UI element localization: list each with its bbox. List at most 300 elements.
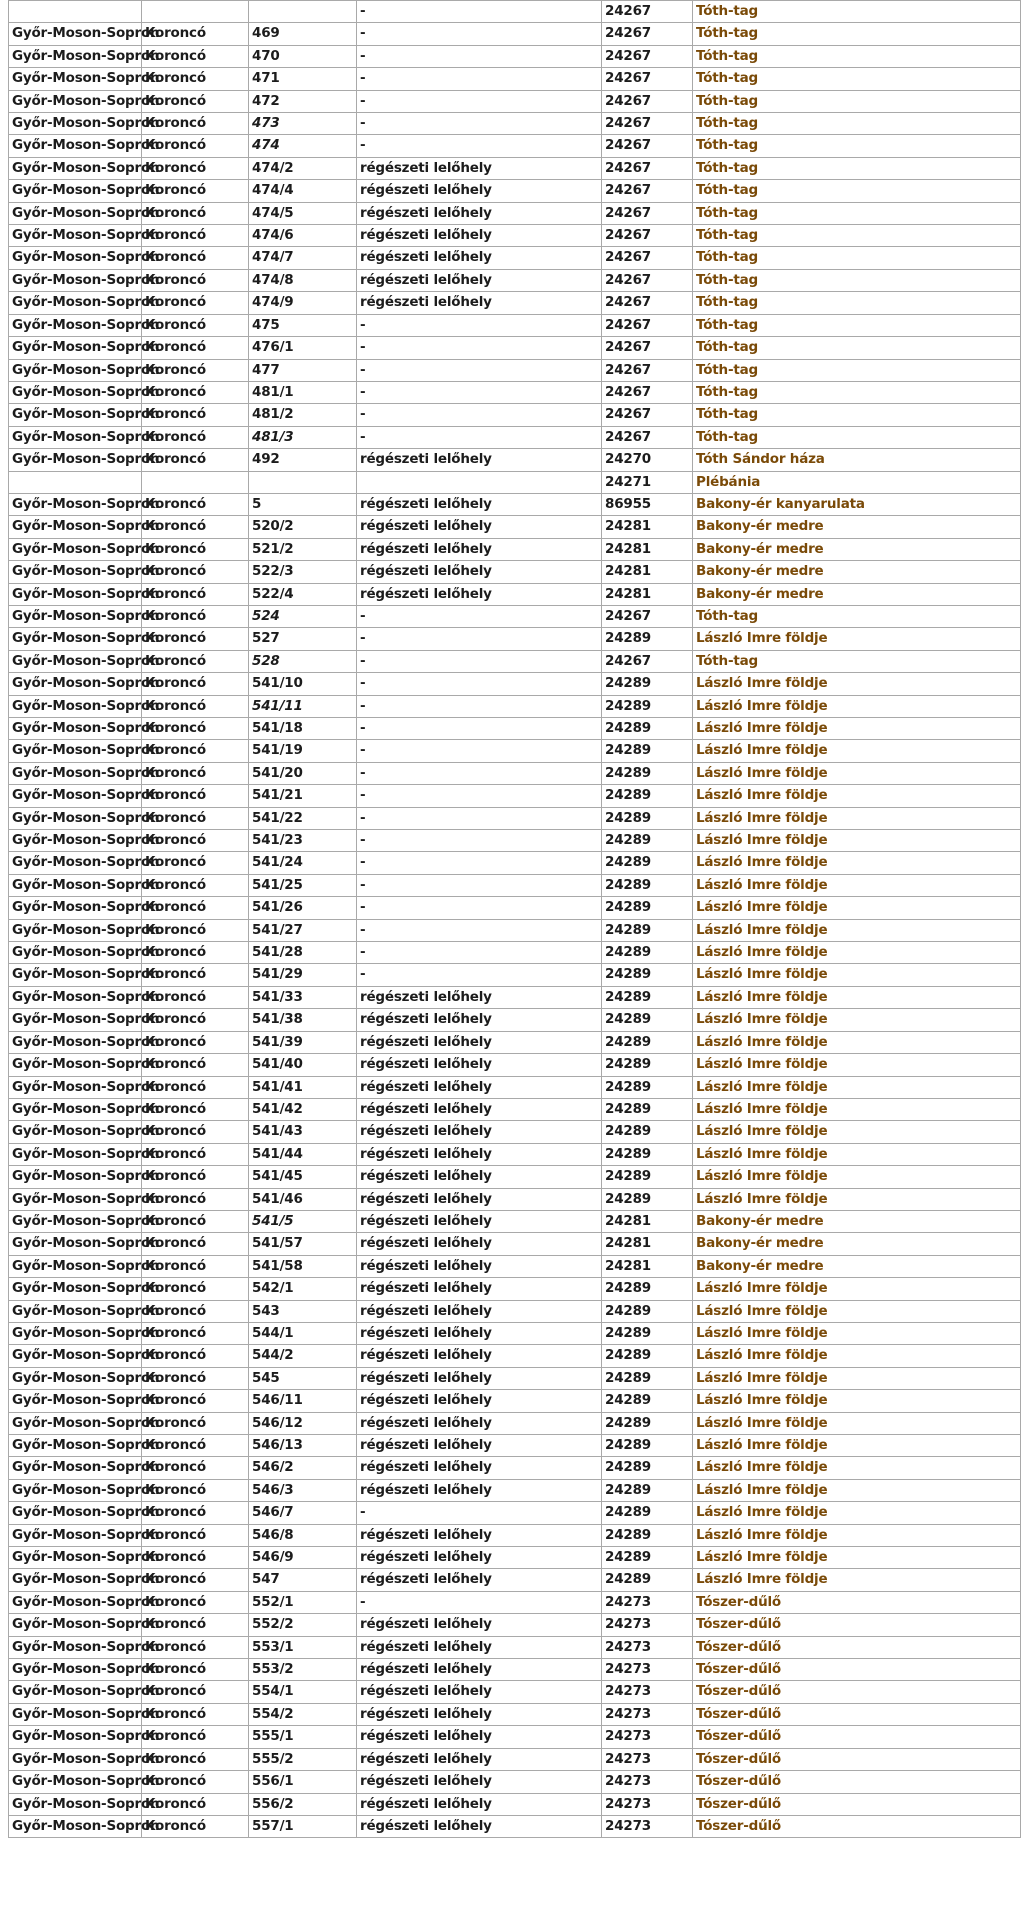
site-id-cell: 24289 (602, 1345, 693, 1367)
table-row (9, 359, 1021, 381)
county-cell: Győr-Moson-Sopron (9, 1703, 142, 1725)
site-name-cell: Tóth-tag (693, 68, 1021, 90)
table-row (9, 1502, 1021, 1524)
settlement-cell: Koroncó (142, 1390, 249, 1412)
county-cell: Győr-Moson-Sopron (9, 1636, 142, 1658)
site-name-cell: Tóth-tag (693, 45, 1021, 67)
site-id-cell: 24273 (602, 1636, 693, 1658)
protection-type-cell: régészeti lelőhely (357, 1524, 602, 1546)
site-id-cell: 24267 (602, 225, 693, 247)
settlement-cell: Koroncó (142, 1569, 249, 1591)
settlement-cell: Koroncó (142, 605, 249, 627)
settlement-cell: Koroncó (142, 1435, 249, 1457)
site-id-cell: 24289 (602, 785, 693, 807)
county-cell: Győr-Moson-Sopron (9, 561, 142, 583)
table-row (9, 225, 1021, 247)
table-row (9, 1815, 1021, 1837)
settlement-cell: Koroncó (142, 157, 249, 179)
table-row (9, 762, 1021, 784)
county-cell: Győr-Moson-Sopron (9, 1502, 142, 1524)
site-name-cell: Plébánia (693, 471, 1021, 493)
settlement-cell (142, 471, 249, 493)
site-name-cell: László Imre földje (693, 1412, 1021, 1434)
table-row (9, 1322, 1021, 1344)
parcel-number-cell: 542/1 (249, 1278, 357, 1300)
site-id-cell: 24289 (602, 1547, 693, 1569)
parcel-number-cell: 474/4 (249, 180, 357, 202)
county-cell: Győr-Moson-Sopron (9, 1569, 142, 1591)
site-name-cell: Tószer-dűlő (693, 1591, 1021, 1613)
table-row (9, 1143, 1021, 1165)
table-row (9, 45, 1021, 67)
site-name-cell: Tóth-tag (693, 404, 1021, 426)
site-id-cell: 24289 (602, 919, 693, 941)
protection-type-cell: régészeti lelőhely (357, 561, 602, 583)
site-id-cell: 24273 (602, 1815, 693, 1837)
settlement-cell: Koroncó (142, 1255, 249, 1277)
parcel-number-cell: 541/19 (249, 740, 357, 762)
protection-type-cell: - (357, 740, 602, 762)
table-row (9, 1166, 1021, 1188)
site-id-cell: 24273 (602, 1771, 693, 1793)
county-cell: Győr-Moson-Sopron (9, 359, 142, 381)
county-cell (9, 1, 142, 23)
settlement-cell (142, 1, 249, 23)
parcel-number-cell: 541/41 (249, 1076, 357, 1098)
protection-type-cell: régészeti lelőhely (357, 1121, 602, 1143)
protection-type-cell: - (357, 874, 602, 896)
protection-type-cell: régészeti lelőhely (357, 516, 602, 538)
site-name-cell: Tóth-tag (693, 90, 1021, 112)
county-cell: Győr-Moson-Sopron (9, 650, 142, 672)
table-row (9, 673, 1021, 695)
settlement-cell: Koroncó (142, 1412, 249, 1434)
county-cell: Győr-Moson-Sopron (9, 874, 142, 896)
county-cell: Győr-Moson-Sopron (9, 1659, 142, 1681)
protection-type-cell: régészeti lelőhely (357, 1031, 602, 1053)
protection-type-cell: - (357, 718, 602, 740)
parcel-number-cell: 5 (249, 493, 357, 515)
table-row (9, 1390, 1021, 1412)
site-id-cell: 24289 (602, 942, 693, 964)
settlement-cell: Koroncó (142, 449, 249, 471)
protection-type-cell: régészeti lelőhely (357, 1636, 602, 1658)
settlement-cell: Koroncó (142, 1524, 249, 1546)
county-cell: Győr-Moson-Sopron (9, 1009, 142, 1031)
protection-type-cell: régészeti lelőhely (357, 1076, 602, 1098)
parcel-number-cell: 557/1 (249, 1815, 357, 1837)
parcel-number-cell (249, 1, 357, 23)
protection-type-cell: régészeti lelőhely (357, 1009, 602, 1031)
table-row (9, 1659, 1021, 1681)
parcel-number-cell: 470 (249, 45, 357, 67)
settlement-cell: Koroncó (142, 68, 249, 90)
county-cell: Győr-Moson-Sopron (9, 695, 142, 717)
site-name-cell: László Imre földje (693, 1367, 1021, 1389)
site-name-cell: Tóth-tag (693, 135, 1021, 157)
protection-type-cell: régészeti lelőhely (357, 1210, 602, 1232)
site-name-cell: Tóth-tag (693, 292, 1021, 314)
site-id-cell: 24289 (602, 1278, 693, 1300)
site-id-cell: 24267 (602, 314, 693, 336)
settlement-cell: Koroncó (142, 718, 249, 740)
parcel-number-cell: 541/23 (249, 830, 357, 852)
table-row (9, 1098, 1021, 1120)
table-row (9, 135, 1021, 157)
site-id-cell: 24281 (602, 538, 693, 560)
table-row (9, 1210, 1021, 1232)
settlement-cell: Koroncó (142, 337, 249, 359)
county-cell: Győr-Moson-Sopron (9, 426, 142, 448)
settlement-cell: Koroncó (142, 1054, 249, 1076)
protection-type-cell: régészeti lelőhely (357, 1390, 602, 1412)
protection-type-cell: - (357, 381, 602, 403)
table-row (9, 1031, 1021, 1053)
site-id-cell: 24267 (602, 426, 693, 448)
site-name-cell: Bakony-ér medre (693, 583, 1021, 605)
settlement-cell: Koroncó (142, 785, 249, 807)
table-row (9, 1524, 1021, 1546)
county-cell: Győr-Moson-Sopron (9, 762, 142, 784)
protection-type-cell: régészeti lelőhely (357, 1322, 602, 1344)
site-name-cell: Tóth-tag (693, 381, 1021, 403)
protection-type-cell: régészeti lelőhely (357, 157, 602, 179)
site-name-cell: Tószer-dűlő (693, 1659, 1021, 1681)
parcel-number-cell: 546/13 (249, 1435, 357, 1457)
county-cell: Győr-Moson-Sopron (9, 919, 142, 941)
table-row (9, 1681, 1021, 1703)
protection-type-cell: régészeti lelőhely (357, 247, 602, 269)
table-row (9, 1188, 1021, 1210)
table-row (9, 1726, 1021, 1748)
site-id-cell: 24267 (602, 247, 693, 269)
county-cell: Győr-Moson-Sopron (9, 1233, 142, 1255)
settlement-cell: Koroncó (142, 650, 249, 672)
parcel-table (8, 0, 1021, 1838)
table-row (9, 1345, 1021, 1367)
settlement-cell: Koroncó (142, 1210, 249, 1232)
protection-type-cell: - (357, 337, 602, 359)
protection-type-cell: régészeti lelőhely (357, 1255, 602, 1277)
site-id-cell: 24289 (602, 1569, 693, 1591)
table-row (9, 1771, 1021, 1793)
site-id-cell: 24289 (602, 1076, 693, 1098)
table-row (9, 1300, 1021, 1322)
protection-type-cell: régészeti lelőhely (357, 1166, 602, 1188)
site-name-cell: László Imre földje (693, 740, 1021, 762)
protection-type-cell: régészeti lelőhely (357, 225, 602, 247)
site-id-cell: 24267 (602, 45, 693, 67)
site-name-cell: Tószer-dűlő (693, 1681, 1021, 1703)
table-row (9, 964, 1021, 986)
document-page (8, 0, 1020, 1838)
site-id-cell: 24289 (602, 964, 693, 986)
site-id-cell: 24267 (602, 359, 693, 381)
site-id-cell: 24289 (602, 897, 693, 919)
protection-type-cell: régészeti lelőhely (357, 1345, 602, 1367)
settlement-cell: Koroncó (142, 628, 249, 650)
site-name-cell: László Imre földje (693, 964, 1021, 986)
parcel-number-cell: 541/27 (249, 919, 357, 941)
settlement-cell: Koroncó (142, 1188, 249, 1210)
county-cell: Győr-Moson-Sopron (9, 180, 142, 202)
site-name-cell: Tóth-tag (693, 157, 1021, 179)
settlement-cell: Koroncó (142, 986, 249, 1008)
protection-type-cell: régészeti lelőhely (357, 1815, 602, 1837)
site-name-cell: László Imre földje (693, 897, 1021, 919)
settlement-cell: Koroncó (142, 1098, 249, 1120)
site-name-cell: László Imre földje (693, 874, 1021, 896)
settlement-cell: Koroncó (142, 1547, 249, 1569)
table-row (9, 23, 1021, 45)
protection-type-cell: régészeti lelőhely (357, 1659, 602, 1681)
site-name-cell: László Imre földje (693, 1009, 1021, 1031)
protection-type-cell: - (357, 628, 602, 650)
table-row (9, 897, 1021, 919)
protection-type-cell: régészeti lelőhely (357, 449, 602, 471)
parcel-number-cell: 541/18 (249, 718, 357, 740)
site-id-cell: 24271 (602, 471, 693, 493)
county-cell: Győr-Moson-Sopron (9, 1479, 142, 1501)
settlement-cell: Koroncó (142, 1278, 249, 1300)
county-cell: Győr-Moson-Sopron (9, 516, 142, 538)
site-id-cell: 24289 (602, 852, 693, 874)
settlement-cell: Koroncó (142, 1659, 249, 1681)
table-row (9, 785, 1021, 807)
table-row (9, 561, 1021, 583)
table-row (9, 1233, 1021, 1255)
site-id-cell: 24289 (602, 874, 693, 896)
protection-type-cell: - (357, 942, 602, 964)
county-cell: Győr-Moson-Sopron (9, 1547, 142, 1569)
settlement-cell: Koroncó (142, 673, 249, 695)
site-id-cell: 24267 (602, 135, 693, 157)
protection-type-cell: régészeti lelőhely (357, 1569, 602, 1591)
protection-type-cell: régészeti lelőhely (357, 493, 602, 515)
table-row (9, 292, 1021, 314)
site-id-cell: 24289 (602, 830, 693, 852)
table-row (9, 852, 1021, 874)
site-id-cell: 24289 (602, 1435, 693, 1457)
parcel-number-cell: 541/5 (249, 1210, 357, 1232)
table-row (9, 314, 1021, 336)
settlement-cell: Koroncó (142, 1726, 249, 1748)
site-name-cell: Tószer-dűlő (693, 1748, 1021, 1770)
county-cell: Győr-Moson-Sopron (9, 986, 142, 1008)
county-cell: Győr-Moson-Sopron (9, 964, 142, 986)
protection-type-cell: - (357, 807, 602, 829)
table-row (9, 605, 1021, 627)
protection-type-cell: régészeti lelőhely (357, 583, 602, 605)
table-row (9, 695, 1021, 717)
county-cell: Győr-Moson-Sopron (9, 1098, 142, 1120)
site-name-cell: László Imre földje (693, 1457, 1021, 1479)
parcel-number-cell: 474/8 (249, 269, 357, 291)
county-cell: Győr-Moson-Sopron (9, 673, 142, 695)
site-name-cell: Tószer-dűlő (693, 1636, 1021, 1658)
table-row (9, 1793, 1021, 1815)
table-row (9, 404, 1021, 426)
parcel-number-cell: 528 (249, 650, 357, 672)
county-cell: Győr-Moson-Sopron (9, 449, 142, 471)
settlement-cell: Koroncó (142, 269, 249, 291)
county-cell (9, 471, 142, 493)
settlement-cell: Koroncó (142, 1591, 249, 1613)
protection-type-cell (357, 471, 602, 493)
parcel-number-cell: 552/2 (249, 1614, 357, 1636)
table-row (9, 516, 1021, 538)
protection-type-cell: régészeti lelőhely (357, 1278, 602, 1300)
county-cell: Győr-Moson-Sopron (9, 1435, 142, 1457)
parcel-number-cell: 475 (249, 314, 357, 336)
site-id-cell: 24281 (602, 1210, 693, 1232)
settlement-cell: Koroncó (142, 314, 249, 336)
protection-type-cell: - (357, 785, 602, 807)
county-cell: Győr-Moson-Sopron (9, 1166, 142, 1188)
parcel-number-cell: 522/3 (249, 561, 357, 583)
parcel-number-cell: 541/46 (249, 1188, 357, 1210)
settlement-cell: Koroncó (142, 1815, 249, 1837)
site-id-cell: 24289 (602, 1412, 693, 1434)
site-id-cell: 24289 (602, 1457, 693, 1479)
county-cell: Győr-Moson-Sopron (9, 628, 142, 650)
site-id-cell: 24267 (602, 337, 693, 359)
settlement-cell: Koroncó (142, 45, 249, 67)
protection-type-cell: - (357, 1591, 602, 1613)
parcel-number-cell: 477 (249, 359, 357, 381)
parcel-number-cell: 481/3 (249, 426, 357, 448)
site-id-cell: 24289 (602, 1031, 693, 1053)
site-name-cell: Tóth-tag (693, 23, 1021, 45)
protection-type-cell: régészeti lelőhely (357, 269, 602, 291)
site-name-cell: Tóth-tag (693, 180, 1021, 202)
site-name-cell: Tóth-tag (693, 113, 1021, 135)
county-cell: Győr-Moson-Sopron (9, 807, 142, 829)
parcel-number-cell: 552/1 (249, 1591, 357, 1613)
county-cell: Győr-Moson-Sopron (9, 1322, 142, 1344)
table-row (9, 1591, 1021, 1613)
county-cell: Győr-Moson-Sopron (9, 740, 142, 762)
table-row (9, 1255, 1021, 1277)
county-cell: Győr-Moson-Sopron (9, 1793, 142, 1815)
county-cell: Győr-Moson-Sopron (9, 1591, 142, 1613)
site-name-cell: Tóth-tag (693, 202, 1021, 224)
site-id-cell: 24289 (602, 740, 693, 762)
county-cell: Győr-Moson-Sopron (9, 1076, 142, 1098)
site-name-cell: Tószer-dűlő (693, 1614, 1021, 1636)
site-name-cell: László Imre földje (693, 830, 1021, 852)
site-name-cell: László Imre földje (693, 1300, 1021, 1322)
site-name-cell: Tóth Sándor háza (693, 449, 1021, 471)
table-row (9, 202, 1021, 224)
site-id-cell: 24289 (602, 628, 693, 650)
site-name-cell: László Imre földje (693, 1098, 1021, 1120)
site-id-cell: 24289 (602, 1188, 693, 1210)
parcel-number-cell: 556/1 (249, 1771, 357, 1793)
site-id-cell: 24273 (602, 1659, 693, 1681)
parcel-number-cell: 541/24 (249, 852, 357, 874)
table-row (9, 1009, 1021, 1031)
table-row (9, 919, 1021, 941)
parcel-number-cell (249, 471, 357, 493)
parcel-number-cell: 554/1 (249, 1681, 357, 1703)
parcel-number-cell: 541/22 (249, 807, 357, 829)
county-cell: Győr-Moson-Sopron (9, 1121, 142, 1143)
table-row (9, 426, 1021, 448)
table-row (9, 942, 1021, 964)
parcel-number-cell: 541/58 (249, 1255, 357, 1277)
parcel-number-cell: 541/43 (249, 1121, 357, 1143)
county-cell: Győr-Moson-Sopron (9, 1345, 142, 1367)
site-id-cell: 24267 (602, 650, 693, 672)
county-cell: Győr-Moson-Sopron (9, 292, 142, 314)
settlement-cell: Koroncó (142, 830, 249, 852)
county-cell: Győr-Moson-Sopron (9, 1614, 142, 1636)
county-cell: Győr-Moson-Sopron (9, 1771, 142, 1793)
table-row (9, 337, 1021, 359)
site-name-cell: Tószer-dűlő (693, 1815, 1021, 1837)
protection-type-cell: régészeti lelőhely (357, 986, 602, 1008)
site-id-cell: 24270 (602, 449, 693, 471)
parcel-number-cell: 541/26 (249, 897, 357, 919)
settlement-cell: Koroncó (142, 1636, 249, 1658)
parcel-number-cell: 546/9 (249, 1547, 357, 1569)
site-name-cell: László Imre földje (693, 1166, 1021, 1188)
site-name-cell: László Imre földje (693, 1278, 1021, 1300)
settlement-cell: Koroncó (142, 1502, 249, 1524)
protection-type-cell: régészeti lelőhely (357, 1143, 602, 1165)
parcel-number-cell: 541/45 (249, 1166, 357, 1188)
protection-type-cell: - (357, 919, 602, 941)
site-id-cell: 24289 (602, 673, 693, 695)
site-id-cell: 24289 (602, 1143, 693, 1165)
parcel-number-cell: 541/25 (249, 874, 357, 896)
site-id-cell: 24289 (602, 762, 693, 784)
site-name-cell: László Imre földje (693, 785, 1021, 807)
settlement-cell: Koroncó (142, 404, 249, 426)
parcel-number-cell: 541/42 (249, 1098, 357, 1120)
settlement-cell: Koroncó (142, 561, 249, 583)
county-cell: Győr-Moson-Sopron (9, 1457, 142, 1479)
site-id-cell: 24267 (602, 113, 693, 135)
parcel-number-cell: 556/2 (249, 1793, 357, 1815)
table-row (9, 807, 1021, 829)
settlement-cell: Koroncó (142, 583, 249, 605)
site-id-cell: 24281 (602, 1233, 693, 1255)
protection-type-cell: régészeti lelőhely (357, 1748, 602, 1770)
protection-type-cell: - (357, 135, 602, 157)
protection-type-cell: - (357, 1502, 602, 1524)
table-row (9, 157, 1021, 179)
settlement-cell: Koroncó (142, 1367, 249, 1389)
table-row (9, 1076, 1021, 1098)
site-name-cell: László Imre földje (693, 1031, 1021, 1053)
county-cell: Győr-Moson-Sopron (9, 90, 142, 112)
site-name-cell: Tóth-tag (693, 247, 1021, 269)
parcel-number-cell: 520/2 (249, 516, 357, 538)
settlement-cell: Koroncó (142, 247, 249, 269)
protection-type-cell: régészeti lelőhely (357, 1614, 602, 1636)
parcel-number-cell: 541/28 (249, 942, 357, 964)
county-cell: Győr-Moson-Sopron (9, 1300, 142, 1322)
site-id-cell: 24273 (602, 1681, 693, 1703)
site-name-cell: László Imre földje (693, 673, 1021, 695)
settlement-cell: Koroncó (142, 1143, 249, 1165)
protection-type-cell: régészeti lelőhely (357, 1681, 602, 1703)
protection-type-cell: - (357, 650, 602, 672)
site-name-cell: László Imre földje (693, 628, 1021, 650)
site-id-cell: 24267 (602, 157, 693, 179)
